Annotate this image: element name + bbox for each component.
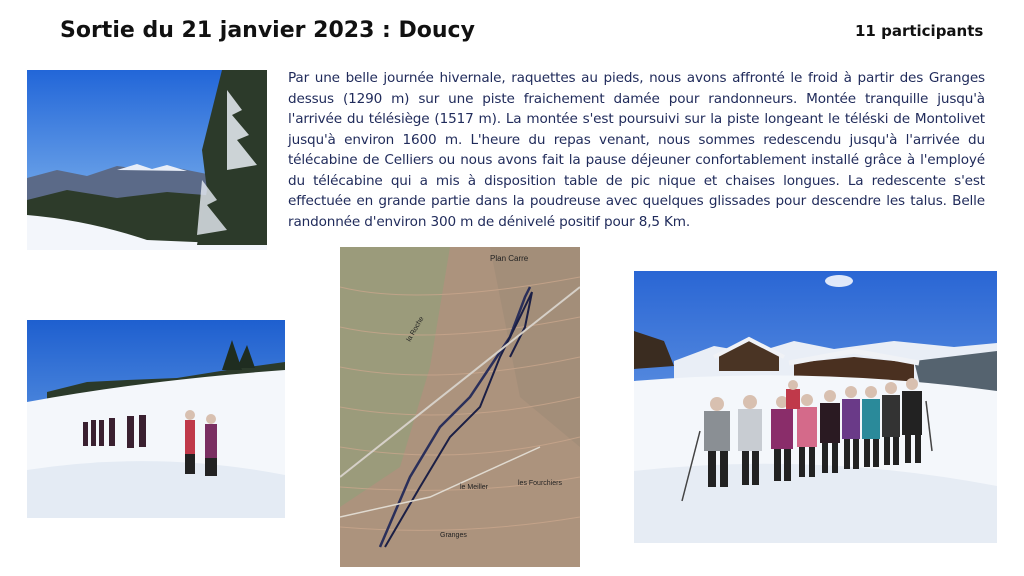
photo-route-map bbox=[340, 247, 580, 567]
photo-mountain-panorama bbox=[27, 70, 267, 250]
page-title: Sortie du 21 janvier 2023 : Doucy bbox=[60, 18, 475, 43]
map-label-granges: Granges bbox=[440, 532, 467, 539]
map-label-la-roche: la Roche bbox=[405, 315, 426, 343]
map-label-les-fourchiers: les Fourchiers bbox=[518, 480, 562, 487]
participants-count: 11 participants bbox=[855, 22, 984, 40]
photo-group-portrait bbox=[634, 271, 997, 543]
photo-group-snowshoeing bbox=[27, 320, 285, 518]
outing-description: Par une belle journée hivernale, raquettes au pieds, nous avons affronté le froid à partir des Granges dessus (1290 m) sur une piste fraichement damée pour randonneurs. Montée tranquille jusqu'à l'arrivée du télésiège (1517 m). La montée s'est poursuivi sur la piste longeant le téléski de Montolivet jusqu'à environ 1600 m. L'heure du repas venant, nous sommes redescendu jusqu'à l'arrivée du télécabine de Celliers ou nous avons fait la pause déjeuner confortablement installé grâce à l'employé du télécabine qui a mis à disposition table de pic nique et chaises longues. La redescente s'est effectuée en grande partie dans la poudreuse avec quelques glissades pour descendre les talus. Belle randonnée d'environ 300 m de dénivelé positif pour 8,5 Km. bbox=[288, 70, 985, 230]
map-label-plan-carre: Plan Carre bbox=[490, 254, 529, 263]
map-label-le-meiller: le Meiller bbox=[460, 484, 489, 491]
